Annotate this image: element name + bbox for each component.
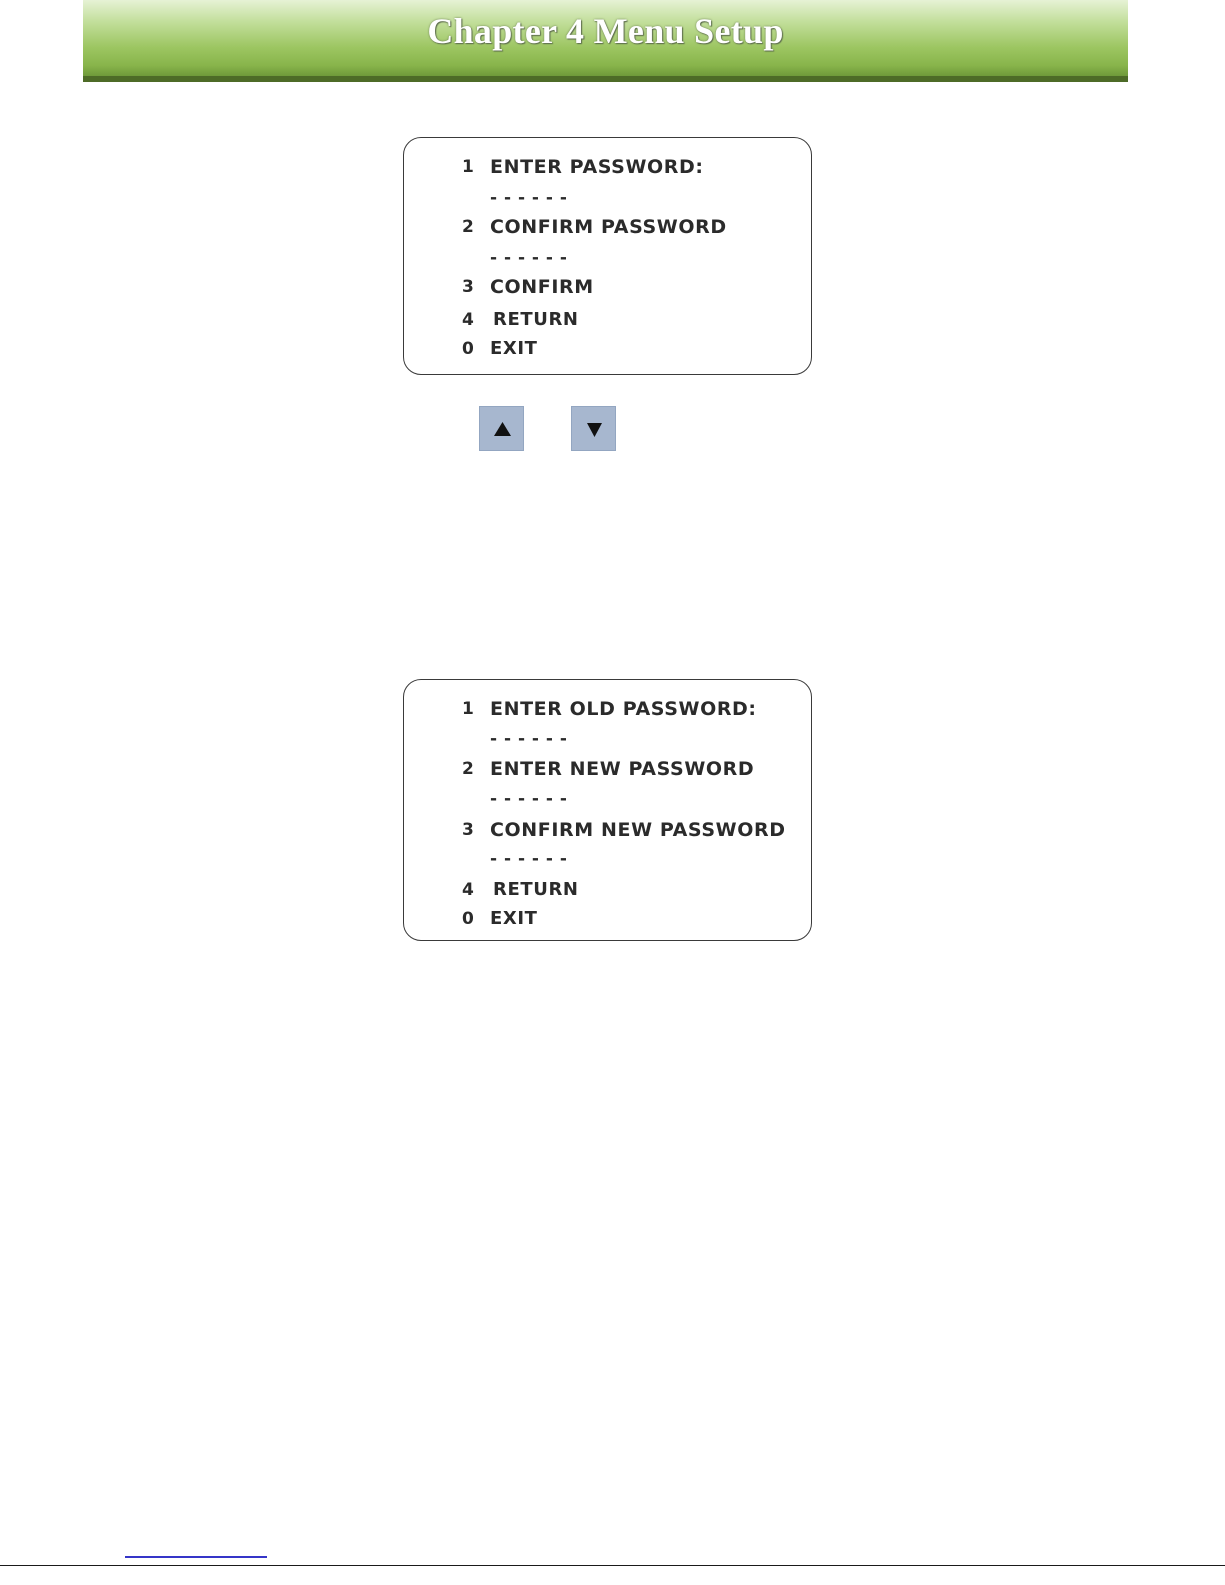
menu-item-number: 3 — [462, 820, 474, 840]
down-key-button[interactable] — [571, 406, 616, 451]
menu-item-label: ENTER NEW PASSWORD — [490, 758, 755, 780]
confirm-password-mask-field[interactable]: - - - - - - — [490, 248, 568, 268]
up-triangle-icon — [480, 407, 525, 452]
confirm-new-password-mask-field[interactable]: - - - - - - — [490, 849, 568, 869]
menu-item-number: 0 — [462, 339, 474, 359]
password-change-menu — [403, 679, 812, 941]
menu-item-label: EXIT — [490, 338, 538, 359]
menu-item-label: CONFIRM — [490, 276, 594, 298]
down-triangle-icon — [572, 407, 617, 452]
menu-item-label: CONFIRM NEW PASSWORD — [490, 819, 786, 841]
chapter-title: Chapter 4 Menu Setup — [427, 11, 784, 51]
menu-item-label: RETURN — [493, 879, 579, 900]
footer-link-underline[interactable] — [125, 1556, 267, 1558]
password-setup-menu — [403, 137, 812, 375]
menu-item-number: 0 — [462, 909, 474, 929]
menu-item-number: 4 — [462, 880, 474, 900]
menu-item-number: 1 — [462, 699, 474, 719]
menu-item-number: 4 — [462, 310, 474, 330]
footer-divider — [0, 1565, 1225, 1566]
menu-item-label: RETURN — [493, 309, 579, 330]
menu-item-label: ENTER OLD PASSWORD: — [490, 698, 757, 720]
menu-item-number: 2 — [462, 759, 474, 779]
menu-item-label: EXIT — [490, 908, 538, 929]
menu-item-label: CONFIRM PASSWORD — [490, 216, 727, 238]
menu-item-number: 2 — [462, 217, 474, 237]
menu-item-number: 1 — [462, 157, 474, 177]
new-password-mask-field[interactable]: - - - - - - — [490, 789, 568, 809]
password-mask-field[interactable]: - - - - - - — [490, 188, 568, 208]
chapter-banner — [83, 0, 1128, 82]
old-password-mask-field[interactable]: - - - - - - — [490, 729, 568, 749]
menu-item-label: ENTER PASSWORD: — [490, 156, 704, 178]
up-key-button[interactable] — [479, 406, 524, 451]
menu-item-number: 3 — [462, 277, 474, 297]
